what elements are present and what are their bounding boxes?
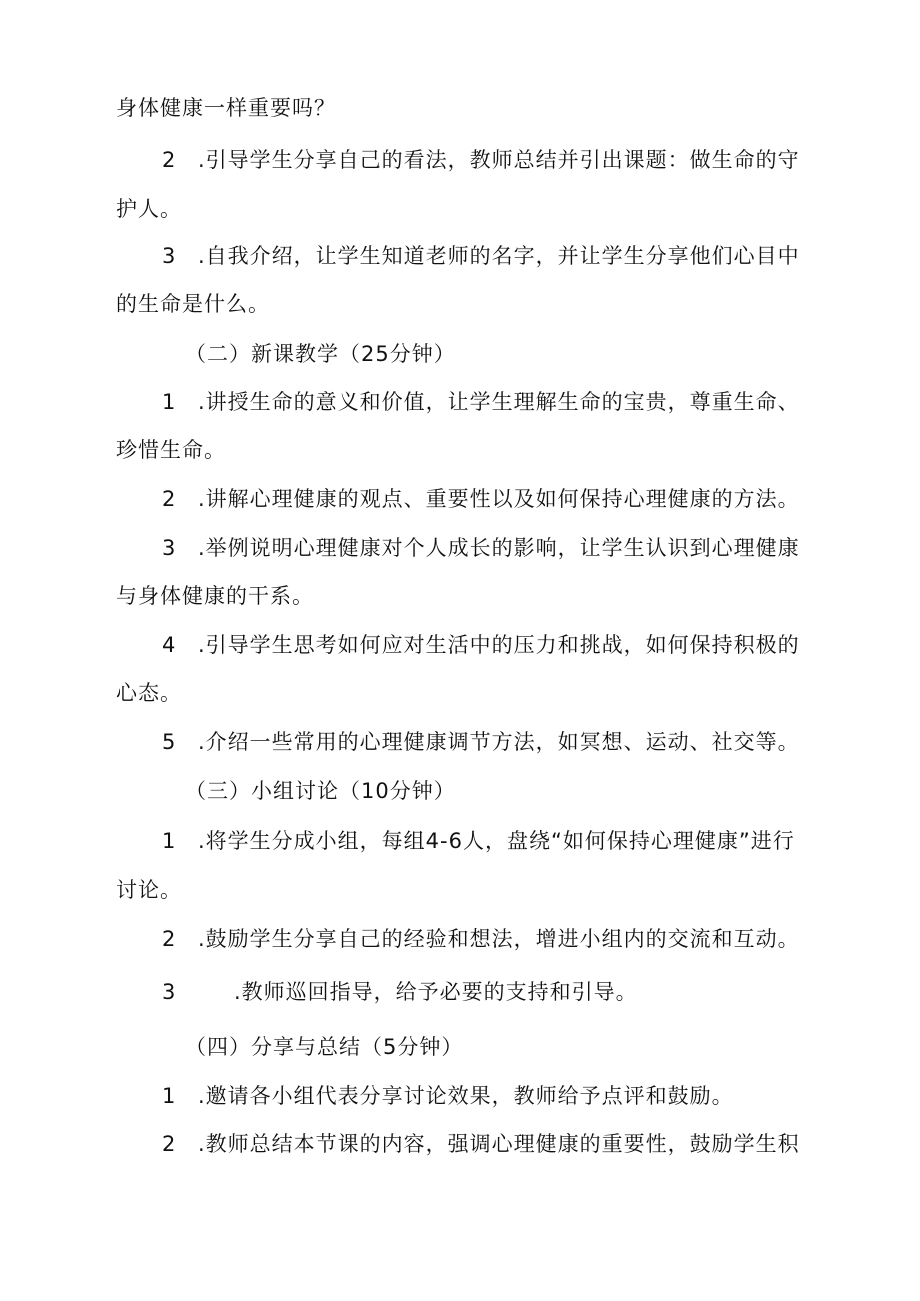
heading-text: （三）小组讨论（10分钟） bbox=[185, 779, 456, 803]
list-number: 4 bbox=[162, 633, 177, 657]
list-number: 2 bbox=[162, 148, 177, 172]
line-text: .鼓励学生分享自己的经验和想法，增进小组内的交流和互动。 bbox=[198, 927, 800, 951]
line-text: 与身体健康的干系。 bbox=[116, 584, 314, 608]
paragraph-line bbox=[116, 876, 836, 904]
line-text: .介绍一些常用的心理健康调节方法，如冥想、运动、社交等。 bbox=[198, 730, 800, 754]
paragraph-line bbox=[116, 195, 836, 223]
line-text: .将学生分成小组，每组4-6人，盘绕“如何保持心理健康”进行 bbox=[198, 829, 795, 853]
list-number: 1 bbox=[162, 390, 177, 414]
paragraph-line bbox=[116, 94, 836, 122]
list-item bbox=[162, 485, 882, 513]
line-text: .教师总结本节课的内容，强调心理健康的重要性，鼓励学生积 bbox=[198, 1132, 800, 1156]
list-number: 2 bbox=[162, 487, 177, 511]
paragraph-line bbox=[116, 582, 836, 610]
section-heading bbox=[185, 340, 905, 368]
line-text: 讨论。 bbox=[116, 878, 182, 902]
section-heading bbox=[185, 777, 905, 805]
list-number: 5 bbox=[162, 730, 177, 754]
line-text: .举例说明心理健康对个人成长的影响，让学生认识到心理健康 bbox=[198, 536, 800, 560]
line-text: 心态。 bbox=[116, 681, 182, 705]
line-text: .讲解心理健康的观点、重要性以及如何保持心理健康的方法。 bbox=[198, 487, 800, 511]
list-number: 1 bbox=[162, 829, 177, 853]
list-number: 2 bbox=[162, 1132, 177, 1156]
list-item bbox=[162, 827, 882, 855]
list-item bbox=[162, 1082, 882, 1110]
line-text: 身体健康一样重要吗？ bbox=[116, 96, 336, 120]
list-item bbox=[162, 242, 882, 270]
line-text: .讲授生命的意义和价值，让学生理解生命的宝贵，尊重生命、 bbox=[198, 390, 800, 414]
list-item bbox=[162, 925, 882, 953]
list-item bbox=[162, 1130, 882, 1158]
list-number: 3 bbox=[162, 244, 177, 268]
list-number: 2 bbox=[162, 927, 177, 951]
section-heading bbox=[185, 1033, 905, 1061]
list-number: 3 bbox=[162, 536, 177, 560]
list-item bbox=[162, 978, 882, 1006]
line-text: 的生命是什么。 bbox=[116, 292, 270, 316]
list-item bbox=[162, 388, 882, 416]
list-number: 1 bbox=[162, 1084, 177, 1108]
line-text: 珍惜生命。 bbox=[116, 438, 226, 462]
list-item bbox=[162, 534, 882, 562]
line-text: .邀请各小组代表分享讨论效果，教师给予点评和鼓励。 bbox=[198, 1084, 734, 1108]
list-item bbox=[162, 728, 882, 756]
paragraph-line bbox=[116, 290, 836, 318]
line-text: .自我介绍，让学生知道老师的名字，并让学生分享他们心目中 bbox=[198, 244, 800, 268]
line-text: .引导学生分享自己的看法，教师总结并引出课题：做生命的守 bbox=[198, 148, 800, 172]
heading-text: （四）分享与总结（5分钟） bbox=[185, 1035, 464, 1059]
line-text: 护人。 bbox=[116, 197, 182, 221]
paragraph-line bbox=[116, 679, 836, 707]
line-text: .教师巡回指导，给予必要的支持和引导。 bbox=[234, 980, 638, 1004]
list-item bbox=[162, 146, 882, 174]
list-number: 3 bbox=[162, 980, 177, 1004]
list-item bbox=[162, 631, 882, 659]
heading-text: （二）新课教学（25分钟） bbox=[185, 342, 456, 366]
line-text: .引导学生思考如何应对生活中的压力和挑战，如何保持积极的 bbox=[198, 633, 800, 657]
paragraph-line bbox=[116, 436, 836, 464]
